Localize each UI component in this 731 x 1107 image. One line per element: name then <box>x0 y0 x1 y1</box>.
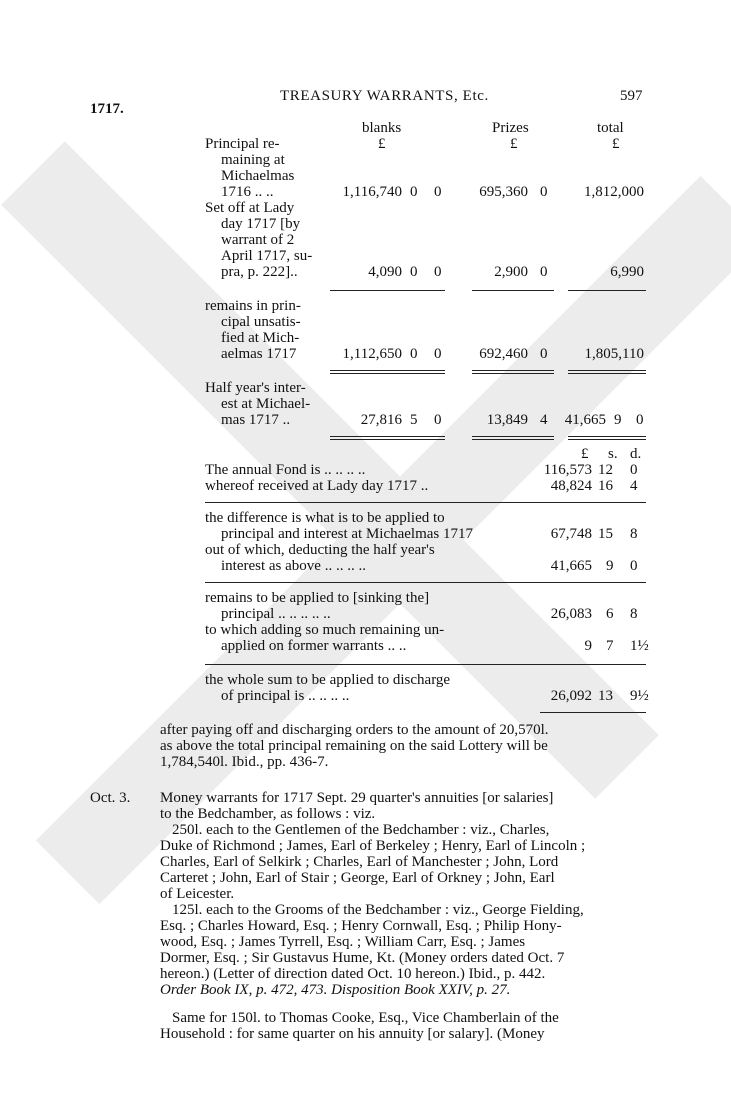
table-cell-blanks-d: 0 <box>434 184 442 200</box>
fund-header-pounds: £ <box>581 446 589 462</box>
fund-row-label: whereof received at Lady day 1717 .. <box>205 478 429 494</box>
table-cell-total-d: 0 <box>636 412 644 428</box>
margin-year: 1717. <box>90 101 124 117</box>
table-cell-blanks: 1,112,650 <box>342 346 402 362</box>
currency-prizes: £ <box>510 136 518 152</box>
table-cell-blanks-d: 0 <box>434 264 442 280</box>
fund-row-label: to which adding so much remaining un- applied on former warrants .. .. <box>205 622 445 654</box>
table-rule <box>330 290 445 291</box>
fund-value-pence: 1½ <box>630 638 649 654</box>
table-cell-blanks-d: 0 <box>434 346 442 362</box>
fund-value-pounds: 116,573 <box>543 462 592 478</box>
fund-header-pence: d. <box>630 446 642 462</box>
table-cell-blanks: 27,816 <box>360 412 402 428</box>
fund-value-pounds: 67,748 <box>550 526 592 542</box>
column-header-prizes: Prizes <box>492 120 529 136</box>
table-double-rule <box>472 370 554 374</box>
fund-value-pence: 0 <box>630 558 638 574</box>
fund-rule <box>540 712 646 713</box>
table-double-rule <box>330 370 445 374</box>
table-cell-blanks: 1,116,740 <box>342 184 402 200</box>
table-double-rule <box>330 436 445 440</box>
fund-value-pence: 0 <box>630 462 638 478</box>
column-header-total: total <box>597 120 624 136</box>
fund-value-pounds: 9 <box>584 638 592 654</box>
fund-value-pounds: 41,665 <box>550 558 592 574</box>
fund-value-pounds: 26,083 <box>550 606 592 622</box>
table-cell-prizes: 13,849 <box>486 412 528 428</box>
currency-total: £ <box>612 136 620 152</box>
table-row-label: Half year's inter- est at Michael- mas 1717 .. <box>205 380 311 428</box>
fund-row-label: remains to be applied to [sinking the] principal .. .. .. .. .. <box>205 590 430 622</box>
fund-rule <box>205 582 646 583</box>
table-rule <box>472 290 554 291</box>
page-number: 597 <box>620 88 643 104</box>
fund-value-pence: 8 <box>630 526 638 542</box>
table-row-label: Set off at Lady day 1717 [by warrant of 2 April 1717, su- pra, p. 222].. <box>205 200 313 280</box>
fund-row-label: the difference is what is to be applied to principal and interest at Michaelmas 1717 <box>205 510 474 542</box>
after-paragraph: after paying off and discharging orders to the amount of 20,570l. as above the total principal remaining on the said Lottery will be 1,784,540l. Ibid., pp. 436-7. <box>160 722 549 770</box>
fund-value-shillings: 13 <box>598 688 613 704</box>
table-cell-blanks: 4,090 <box>368 264 402 280</box>
table-double-rule <box>472 436 554 440</box>
fund-value-shillings: 12 <box>598 462 613 478</box>
table-cell-total: 1,812,000 <box>584 184 644 200</box>
fund-row-label: out of which, deducting the half year's interest as above .. .. .. .. <box>205 542 435 574</box>
fund-value-shillings: 16 <box>598 478 613 494</box>
column-header-blanks: blanks <box>362 120 402 136</box>
table-cell-prizes: 695,360 <box>479 184 528 200</box>
fund-rule <box>205 502 646 503</box>
fund-value-pence: 4 <box>630 478 638 494</box>
fund-value-pence: 8 <box>630 606 638 622</box>
fund-value-shillings: 6 <box>606 606 614 622</box>
fund-value-pence: 9½ <box>630 688 649 704</box>
final-paragraph: Same for 150l. to Thomas Cooke, Esq., Vice Chamberlain of the Household : for same quarter on his annuity [or salary]. (Money <box>160 1010 559 1042</box>
fund-value-pounds: 26,092 <box>550 688 592 704</box>
currency-blanks: £ <box>378 136 386 152</box>
table-cell-total: 41,665 <box>564 412 606 428</box>
table-cell-blanks-s: 0 <box>410 346 418 362</box>
table-cell-total-s: 9 <box>614 412 622 428</box>
fund-value-shillings: 9 <box>606 558 614 574</box>
fund-row-label: the whole sum to be applied to discharge of principal is .. .. .. .. <box>205 672 451 704</box>
fund-value-shillings: 15 <box>598 526 613 542</box>
fund-value-pounds: 48,824 <box>550 478 592 494</box>
entry-text: Money warrants for 1717 Sept. 29 quarter's annuities [or salaries] to the Bedchamber, as follows : viz. 250l. each to the Gentlemen of the Bedchamber : viz., Charles, Duke of Richmond ; James, Earl of Berkeley ; Henry, Earl of Lincoln ; Charles, Earl of Selkirk ; Charles, Earl of Manchester ; John, Lord Carteret ; John, Earl of Stair ; George, Earl of Orkney ; John, Earl of Leicester. 125l. each to the Grooms of the Bedchamber : viz., George Fielding, Esq. ; Charles Howard, Esq. ; Henry Cornwall, Esq. ; Philip Hony- wood, Esq. ; James Tyrrell, Esq. ; William Carr, Esq. ; James Dormer, Esq. ; Sir Gustavus Hume, Kt. (Money orders dated Oct. 7 hereon.) (Letter of direction dated Oct. 10 hereon.) Ibid., p. 442. Order Book IX, p. 472, 473. Disposition Book XXIV, p. 27. <box>160 790 586 998</box>
fund-rule <box>205 664 646 665</box>
table-cell-prizes-s: 0 <box>540 184 548 200</box>
table-cell-blanks-s: 5 <box>410 412 418 428</box>
fund-row-label: The annual Fond is .. .. .. .. <box>205 462 366 478</box>
table-row-label: Principal re- maining at Michaelmas 1716 .. .. <box>205 136 295 200</box>
table-cell-prizes: 2,900 <box>494 264 528 280</box>
fund-value-shillings: 7 <box>606 638 614 654</box>
table-cell-blanks-s: 0 <box>410 264 418 280</box>
table-cell-prizes-s: 4 <box>540 412 548 428</box>
table-cell-prizes-s: 0 <box>540 346 548 362</box>
table-double-rule <box>568 436 646 440</box>
table-cell-blanks-d: 0 <box>434 412 442 428</box>
table-cell-prizes-s: 0 <box>540 264 548 280</box>
table-double-rule <box>568 370 646 374</box>
table-cell-total: 6,990 <box>610 264 644 280</box>
table-row-label: remains in prin- cipal unsatis- fied at Mich- aelmas 1717 <box>205 298 301 362</box>
fund-header-shillings: s. <box>608 446 618 462</box>
table-cell-prizes: 692,460 <box>479 346 528 362</box>
running-title: TREASURY WARRANTS, Etc. <box>280 88 489 104</box>
table-rule <box>568 290 646 291</box>
entry-date: Oct. 3. <box>90 790 131 806</box>
table-cell-total: 1,805,110 <box>584 346 644 362</box>
table-cell-blanks-s: 0 <box>410 184 418 200</box>
